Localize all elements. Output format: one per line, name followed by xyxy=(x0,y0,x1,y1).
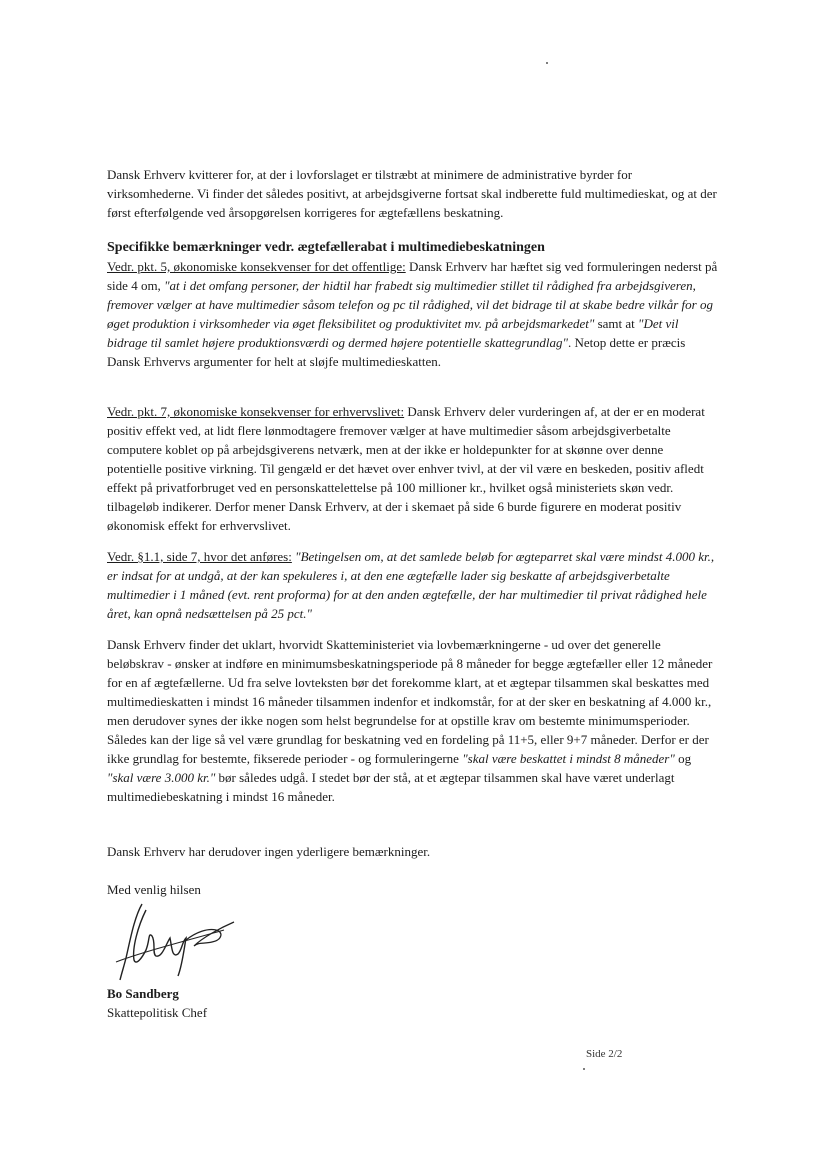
remark-pkt5-label: Vedr. pkt. 5, økonomiske konsekvenser for det offentlige: xyxy=(107,259,406,274)
intro-text: Dansk Erhverv kvitterer for, at der i lovforslaget er tilstræbt at minimere de administrative byrder for virksomhederne. Vi finder det således positivt, at arbejdsgiverne fortsat skal indberette fuld multimedieskat, og at der først efterfølgende ved årsopgørelsen korrigeres for ægtefællens beskatning. xyxy=(107,167,717,220)
final-remark: Dansk Erhverv har derudover ingen yderligere bemærkninger. xyxy=(107,844,431,859)
page-number: Side 2/2 xyxy=(586,1048,623,1060)
uncertainty-paragraph: Dansk Erhverv finder det uklart, hvorvidt Skatteministeriet via lovbemærkningerne - ud over det generelle beløbskrav - ønsker at indføre en minimumsbeskatningsperiode på 8 måneder for begge ægtefæller eller 12 måneder for en af ægtefællerne. Ud fra selve lovteksten bør det forekomme klart, at et ægtepar tilsammen skal beskattes med multimedieskatten i mindst 16 måneder tilsammen indenfor et indkomstår, for at der sker en beskatning af 4.000 kr., men derudover synes der ikke nogen som helst begrundelse for at opstille krav om bestemte minimumsperioder. Således kan der lige så vel være grundlag for beskatning ved en fordeling på 11+5, eller 9+7 måneder. Derfor er der ikke grundlag for bestemte, fikserede perioder - og formuleringerne "skal være beskattet i mindst 8 måneder" og "skal være 3.000 kr." bør således udgå. I stedet bør der stå, at et ægtepar tilsammen skal have været underlagt multimediebeskatning i mindst 16 måneder. xyxy=(107,637,713,804)
scan-speck xyxy=(583,1068,585,1070)
signer-title: Skattepolitisk Chef xyxy=(107,1005,208,1020)
remark-pkt5: Vedr. pkt. 5, økonomiske konsekvenser for det offentlige: Dansk Erhverv har hæftet sig ved formuleringen nederst på side 4 om, "at i det omfang personer, der hidtil har frabedt sig multimedier stillet til rådighed fra arbejdsgiveren, fremover vælger at have multimedier såsom telefon og pc til rådighed, vil det bidrage til at skabe bedre vilkår for og øget produktion i virksomheder via øget fleksibilitet og produktivitet mv. på arbejdsmarkedet" samt at "Det vil bidrage til samlet højere produktionsværdi og dermed højere potentielle skattegrundlag". Netop dette er præcis Dansk Erhvervs argumenter for helt at sløjfe multimedieskatten. xyxy=(107,259,718,369)
closing-greeting: Med venlig hilsen xyxy=(107,882,201,897)
remark-pkt7: Vedr. pkt. 7, økonomiske konsekvenser for erhvervslivet: Dansk Erhverv deler vurderingen af, at der er en moderat positiv effekt ved, at lidt flere lønmodtagere fremover vælger at have multimedier såsom arbejdsgiverbetalte computere koblet op på arbejdsgiverens netværk, men at der ikke er holdepunkter for at skønne over denne potentielle positive virkning. Til gengæld er det hævet over enhver tvivl, at der vil være en beskeden, positiv afledt effekt på privatforbruget ved en personskattelettelse på 100 millioner kr., hvilket også ministeriets skøn vedr. tilbageløb indikerer. Derfor mener Dansk Erhverv, at der i skemaet på side 6 burde figurere en moderat positiv økonomisk effekt for erhvervslivet. xyxy=(107,404,705,533)
section-heading: Specifikke bemærkninger vedr. ægtefællerabat i multimediebeskatningen xyxy=(107,240,545,255)
remark-section-1-1: Vedr. §1.1, side 7, hvor det anføres: "Betingelsen om, at det samlede beløb for ægteparret skal være mindst 4.000 kr., er indsat for at undgå, at der kan spekuleres i, at den ene ægtefælle lader sig beskatte af arbejdsgiverbetalte multimedier i 1 måned (evt. rent proforma) for at den anden ægtefælle, der har multimedier til privat rådighed hele året, kan opnå nedsættelsen på 25 pct." xyxy=(107,549,715,621)
remark-pkt7-label: Vedr. pkt. 7, økonomiske konsekvenser for erhvervslivet: xyxy=(107,404,405,419)
handwritten-signature xyxy=(112,896,242,986)
specific-remarks-section xyxy=(107,238,719,371)
signer-name: Bo Sandberg xyxy=(107,986,179,1001)
remark-section-1-1-label: Vedr. §1.1, side 7, hvor det anføres: xyxy=(107,549,292,564)
intro-paragraph xyxy=(107,165,719,222)
scan-speck xyxy=(546,62,548,64)
signer-block xyxy=(107,984,719,1022)
